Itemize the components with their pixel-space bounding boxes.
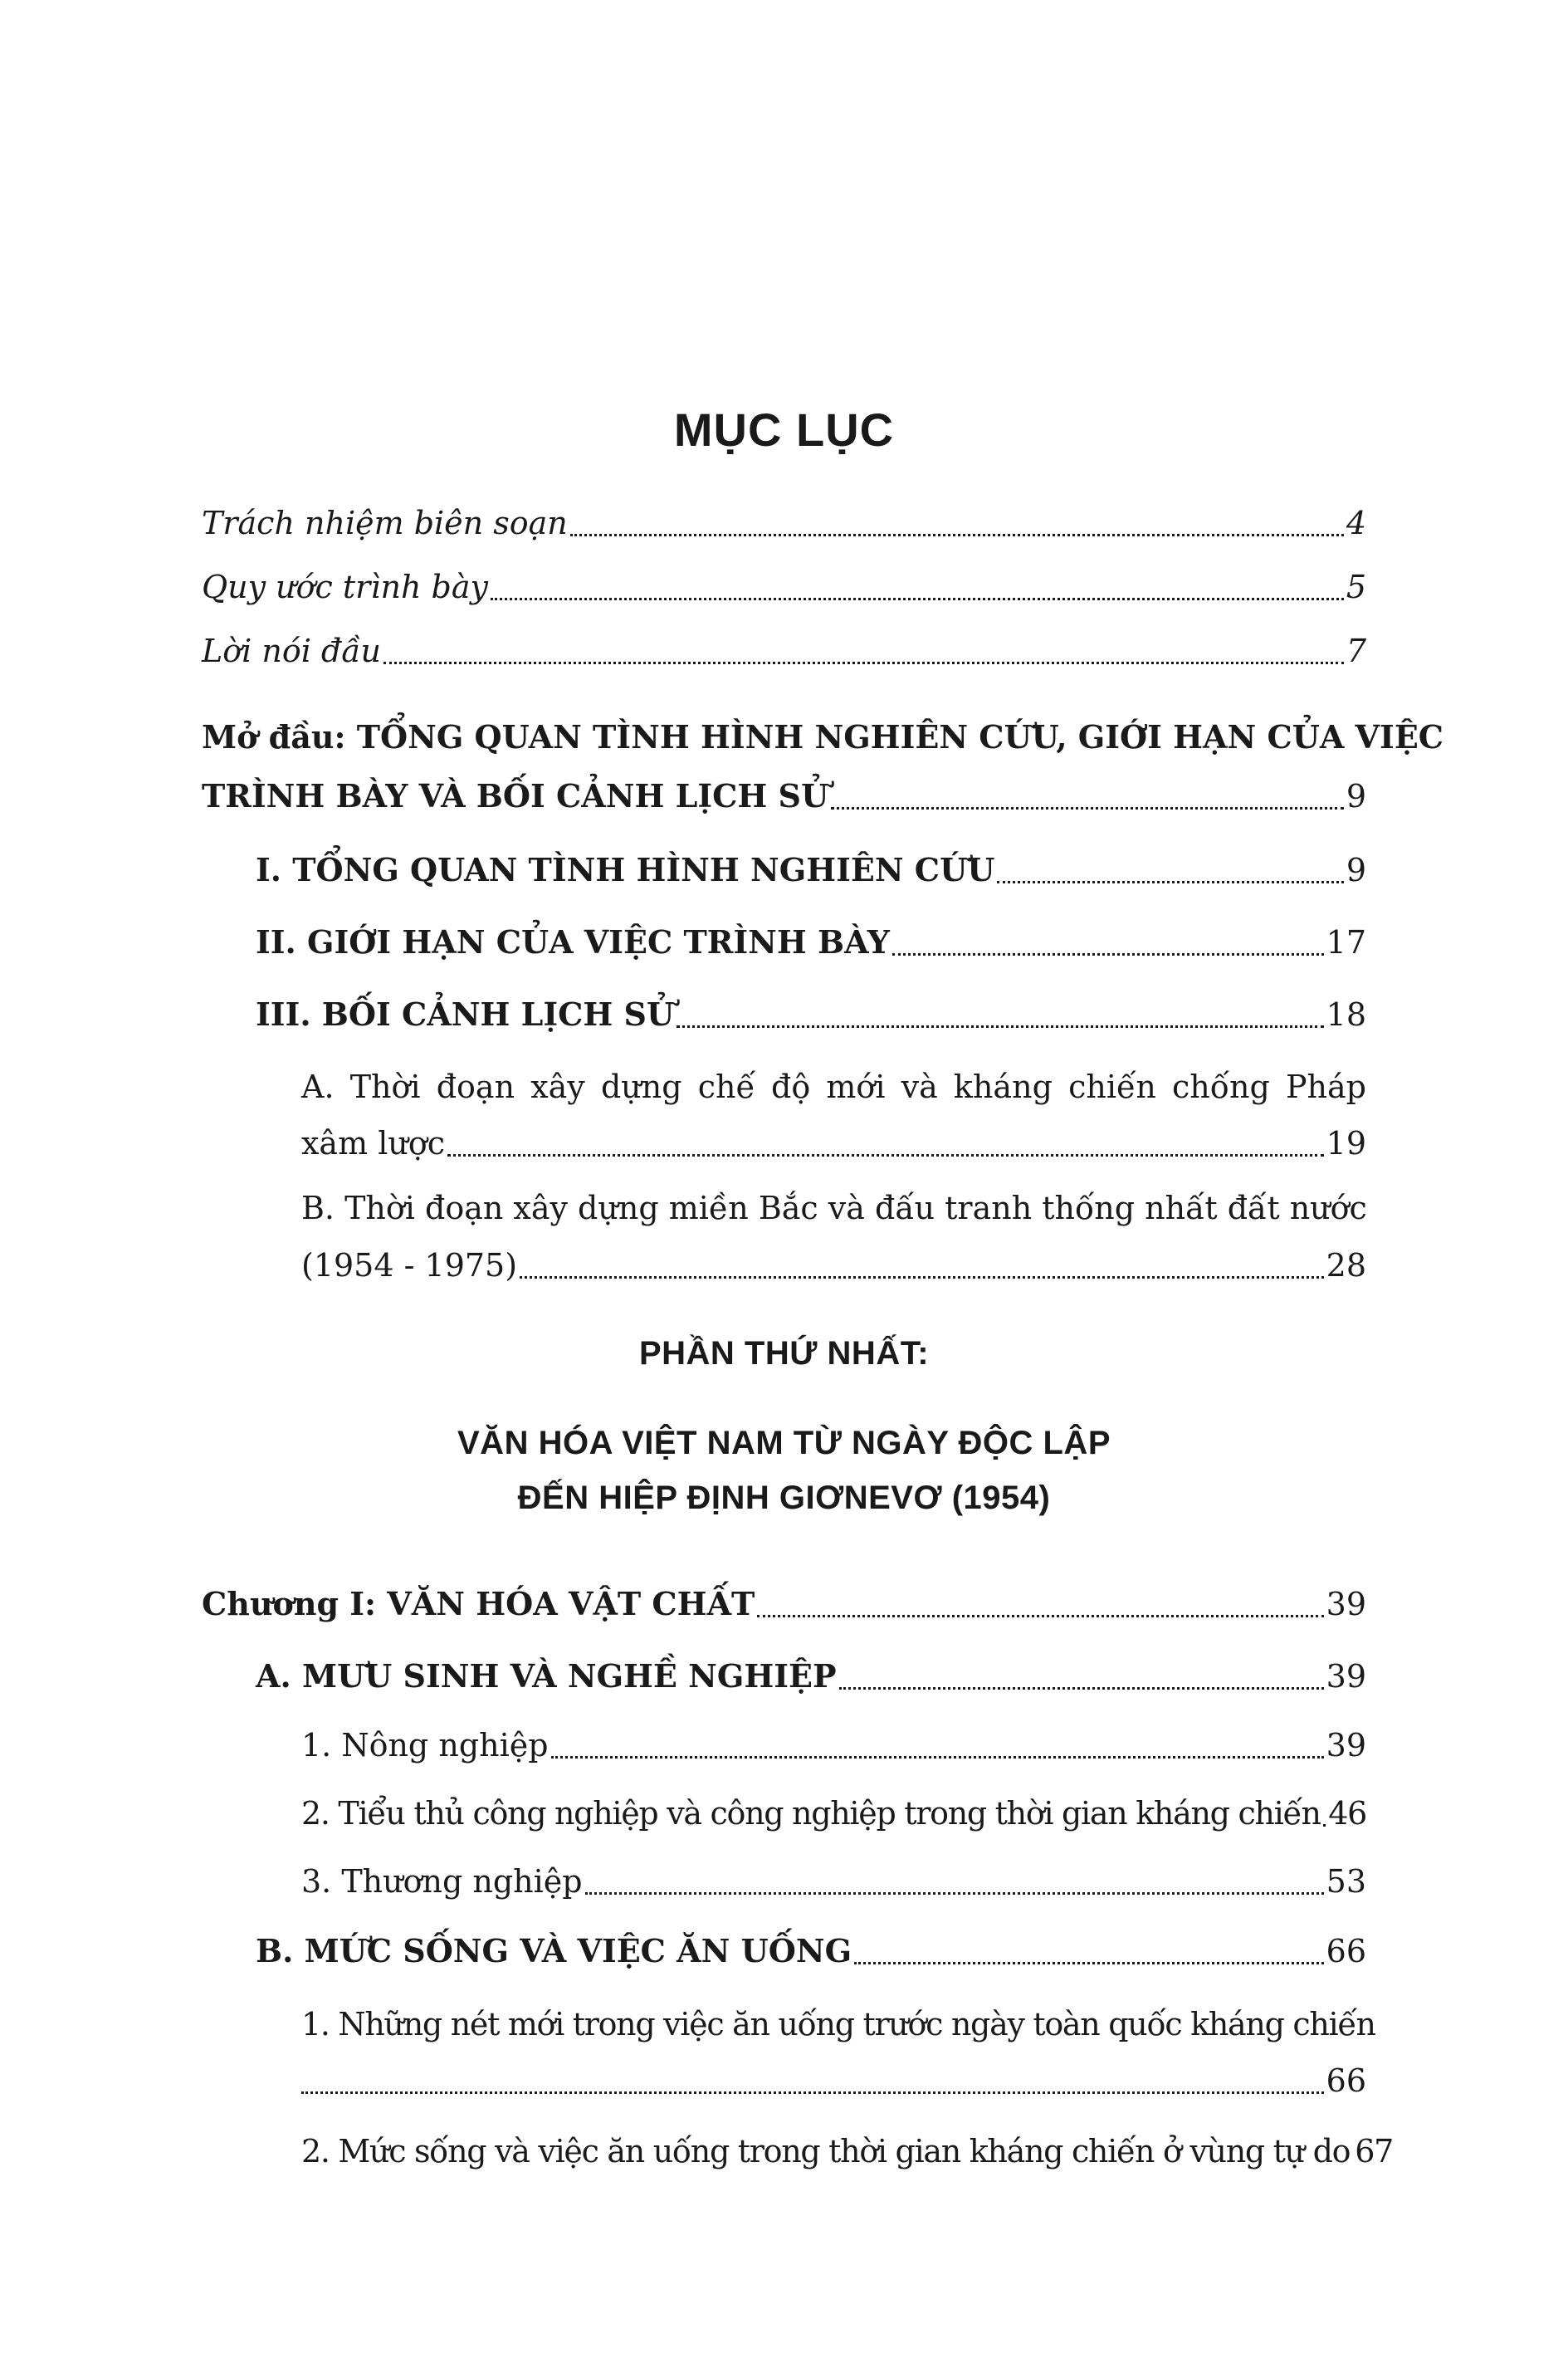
- dot-leader: [839, 1687, 1324, 1690]
- toc-entry-quy-uoc[interactable]: [202, 564, 1366, 610]
- dot-leader: [997, 881, 1343, 883]
- toc-entry-mo-dau[interactable]: [202, 703, 1444, 771]
- toc-entry-b-1[interactable]: [301, 1990, 1375, 2058]
- toc-entry-label: Lời nói đầu: [202, 633, 382, 669]
- toc-entry-a-3[interactable]: [301, 1858, 1366, 1905]
- toc-entry-line1: B. Thời đoạn xây dựng miền Bắc và đấu tranh thống nhất đất nước: [301, 1190, 1367, 1226]
- toc-entry-label: 3. Thương nghiệp: [301, 1863, 583, 1900]
- part-title-line2: ĐẾN HIỆP ĐỊNH GIƠNEVƠ (1954): [517, 1480, 1051, 1516]
- toc-entry-page: 46: [1328, 1795, 1366, 1832]
- toc-entry-section-iii[interactable]: [256, 991, 1366, 1038]
- toc-entry-chapter-i[interactable]: [202, 1581, 1366, 1627]
- toc-entry-section-a[interactable]: [256, 1653, 1366, 1700]
- toc-entry-page: 17: [1326, 924, 1366, 961]
- dot-leader: [677, 1025, 1324, 1028]
- dot-leader: [585, 1892, 1324, 1895]
- dot-leader: [854, 1962, 1324, 1964]
- toc-entry-b-1-line2[interactable]: [301, 2057, 1366, 2104]
- toc-entry-label: 2. Mức sống và việc ăn uống trong thời gian kháng chiến ở vùng tự do: [301, 2133, 1351, 2170]
- toc-entry-page: 7: [1346, 633, 1366, 669]
- toc-entry-page: 39: [1326, 1658, 1366, 1695]
- dot-leader: [551, 1756, 1324, 1759]
- toc-entry-a-2[interactable]: [301, 1790, 1366, 1837]
- toc-entry-page: 53: [1326, 1863, 1366, 1900]
- toc-entry-label: III. BỐI CẢNH LỊCH SỬ: [256, 996, 675, 1033]
- dot-leader: [383, 662, 1344, 664]
- toc-entry-sub-b-line2[interactable]: [301, 1242, 1366, 1289]
- dot-leader: [892, 953, 1324, 956]
- toc-entry-page: 19: [1326, 1125, 1366, 1162]
- toc-entry-page: 66: [1326, 2062, 1366, 2099]
- toc-entry-label: Chương I: VĂN HÓA VẬT CHẤT: [202, 1585, 755, 1622]
- toc-entry-label: 2. Tiểu thủ công nghiệp và công nghiệp trong thời gian kháng chiến: [301, 1795, 1321, 1832]
- toc-entry-section-b[interactable]: [256, 1928, 1366, 1974]
- toc-entry-page: 66: [1326, 1933, 1366, 1969]
- toc-entry-label: B. MỨC SỐNG VÀ VIỆC ĂN UỐNG: [256, 1932, 852, 1969]
- toc-entry-loi-noi-dau[interactable]: [202, 628, 1366, 674]
- toc-entry-page: 39: [1326, 1727, 1366, 1764]
- toc-entry-page: 9: [1346, 852, 1366, 888]
- dot-leader: [570, 534, 1344, 536]
- toc-entry-page: 5: [1346, 569, 1366, 605]
- toc-entry-mo-dau-line2[interactable]: [202, 773, 1366, 819]
- toc-entry-label: II. GIỚI HẠN CỦA VIỆC TRÌNH BÀY: [256, 923, 890, 961]
- part-title-line1: VĂN HÓA VIỆT NAM TỪ NGÀY ĐỘC LẬP: [457, 1425, 1111, 1461]
- dot-leader: [301, 2091, 1324, 2094]
- toc-entry-sub-a-line2[interactable]: [301, 1120, 1366, 1167]
- page-title: MỤC LỤC: [673, 404, 895, 456]
- toc-entry-label: xâm lược: [301, 1125, 445, 1162]
- dot-leader: [447, 1154, 1324, 1157]
- toc-entry-sub-a[interactable]: [301, 1053, 1366, 1121]
- toc-entry-page: 67: [1355, 2133, 1393, 2170]
- toc-entry-page: 9: [1346, 778, 1366, 814]
- toc-entry-label: 1. Nông nghiệp: [301, 1727, 549, 1764]
- toc-entry-page: 39: [1326, 1586, 1366, 1622]
- toc-entry-label: Trách nhiệm biên soạn: [202, 505, 568, 541]
- toc-entry-label: TRÌNH BÀY VÀ BỐI CẢNH LỊCH SỬ: [202, 777, 829, 814]
- toc-entry-sub-b[interactable]: [301, 1174, 1366, 1242]
- toc-entry-section-i[interactable]: [256, 847, 1366, 893]
- toc-entry-label: (1954 - 1975): [301, 1247, 518, 1284]
- toc-entry-line1: A. Thời đoạn xây dựng chế độ mới và kháng chiến chống Pháp: [301, 1069, 1366, 1105]
- toc-entry-trach-nhiem[interactable]: [202, 500, 1366, 546]
- toc-entry-section-ii[interactable]: [256, 919, 1366, 966]
- dot-leader: [831, 807, 1344, 810]
- toc-entry-label: A. MƯU SINH VÀ NGHỀ NGHIỆP: [256, 1657, 837, 1695]
- dot-leader: [520, 1276, 1324, 1279]
- dot-leader: [1323, 1824, 1326, 1827]
- toc-entry-line1: 1. Những nét mới trong việc ăn uống trước ngày toàn quốc kháng chiến: [301, 2006, 1375, 2042]
- toc-entry-label: I. TỔNG QUAN TÌNH HÌNH NGHIÊN CỨU: [256, 851, 995, 888]
- toc-entry-page: 4: [1346, 505, 1366, 541]
- toc-entry-line1: Mở đầu: TỔNG QUAN TÌNH HÌNH NGHIÊN CỨU, GIỚI HẠN CỦA VIỆC: [202, 718, 1444, 756]
- toc-entry-label: Quy ước trình bày: [202, 569, 488, 605]
- toc-entry-page: 18: [1326, 996, 1366, 1033]
- part-heading: PHẦN THỨ NHẤT:: [638, 1335, 930, 1372]
- dot-leader: [757, 1615, 1323, 1617]
- toc-entry-b-2[interactable]: [301, 2128, 1393, 2174]
- toc-entry-a-1[interactable]: [301, 1722, 1366, 1768]
- toc-entry-page: 28: [1326, 1247, 1366, 1284]
- dot-leader: [491, 598, 1344, 600]
